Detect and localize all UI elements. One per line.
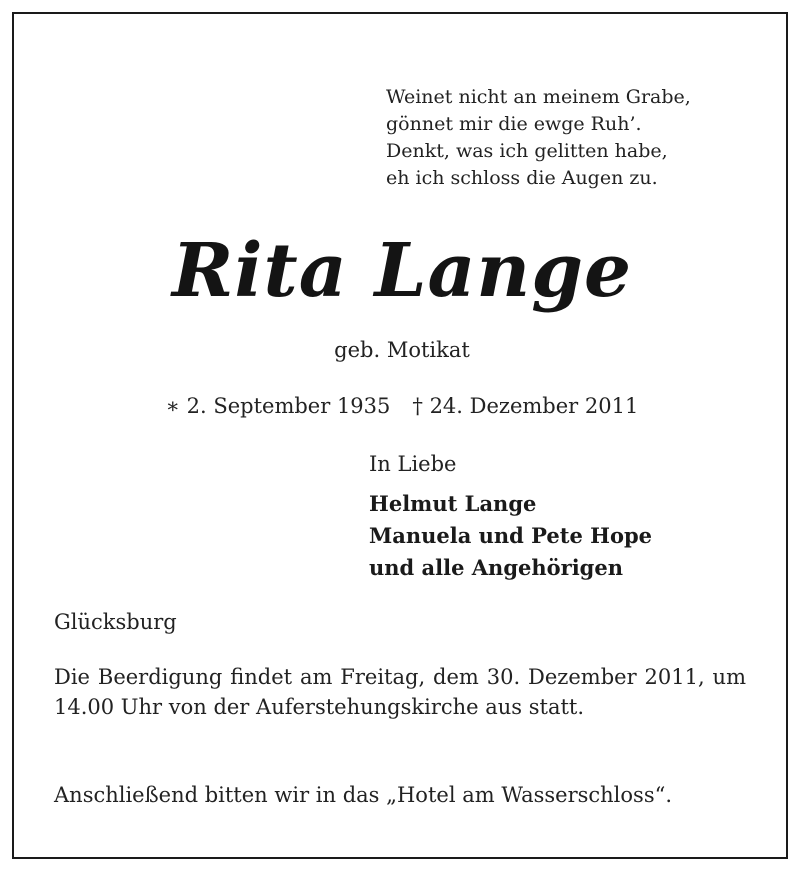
- obituary-notice: [12, 12, 788, 859]
- poem-line: Weinet nicht an meinem Grabe,: [386, 86, 691, 108]
- death-date: † 24. Dezember 2011: [412, 394, 639, 418]
- memorial-poem: [386, 84, 766, 192]
- mourners-intro: In Liebe: [369, 452, 457, 476]
- life-dates: [14, 391, 790, 421]
- poem-line: eh ich schloss die Augen zu.: [386, 167, 658, 189]
- birth-name: geb. Motikat: [334, 338, 470, 362]
- mourners-names: [369, 488, 769, 584]
- place-name: Glücksburg: [54, 610, 177, 634]
- poem-line: gönnet mir die ewge Ruh’.: [386, 113, 642, 135]
- funeral-notice: Die Beerdigung findet am Freitag, dem 30. Dezember 2011, um 14.00 Uhr von der Auferstehungskirche aus statt.: [54, 665, 746, 719]
- poem-line: Denkt, was ich gelitten habe,: [386, 140, 668, 162]
- afterward-notice: Anschließend bitten wir in das „Hotel am Wasserschloss“.: [54, 783, 673, 807]
- mourner-name: Manuela und Pete Hope: [369, 523, 653, 548]
- deceased-name: Rita Lange: [171, 228, 633, 314]
- birth-date: ∗ 2. September 1935: [165, 394, 391, 418]
- mourners-block: [369, 448, 769, 584]
- mourner-name: Helmut Lange: [369, 491, 537, 516]
- mourner-name: und alle Angehörigen: [369, 555, 623, 580]
